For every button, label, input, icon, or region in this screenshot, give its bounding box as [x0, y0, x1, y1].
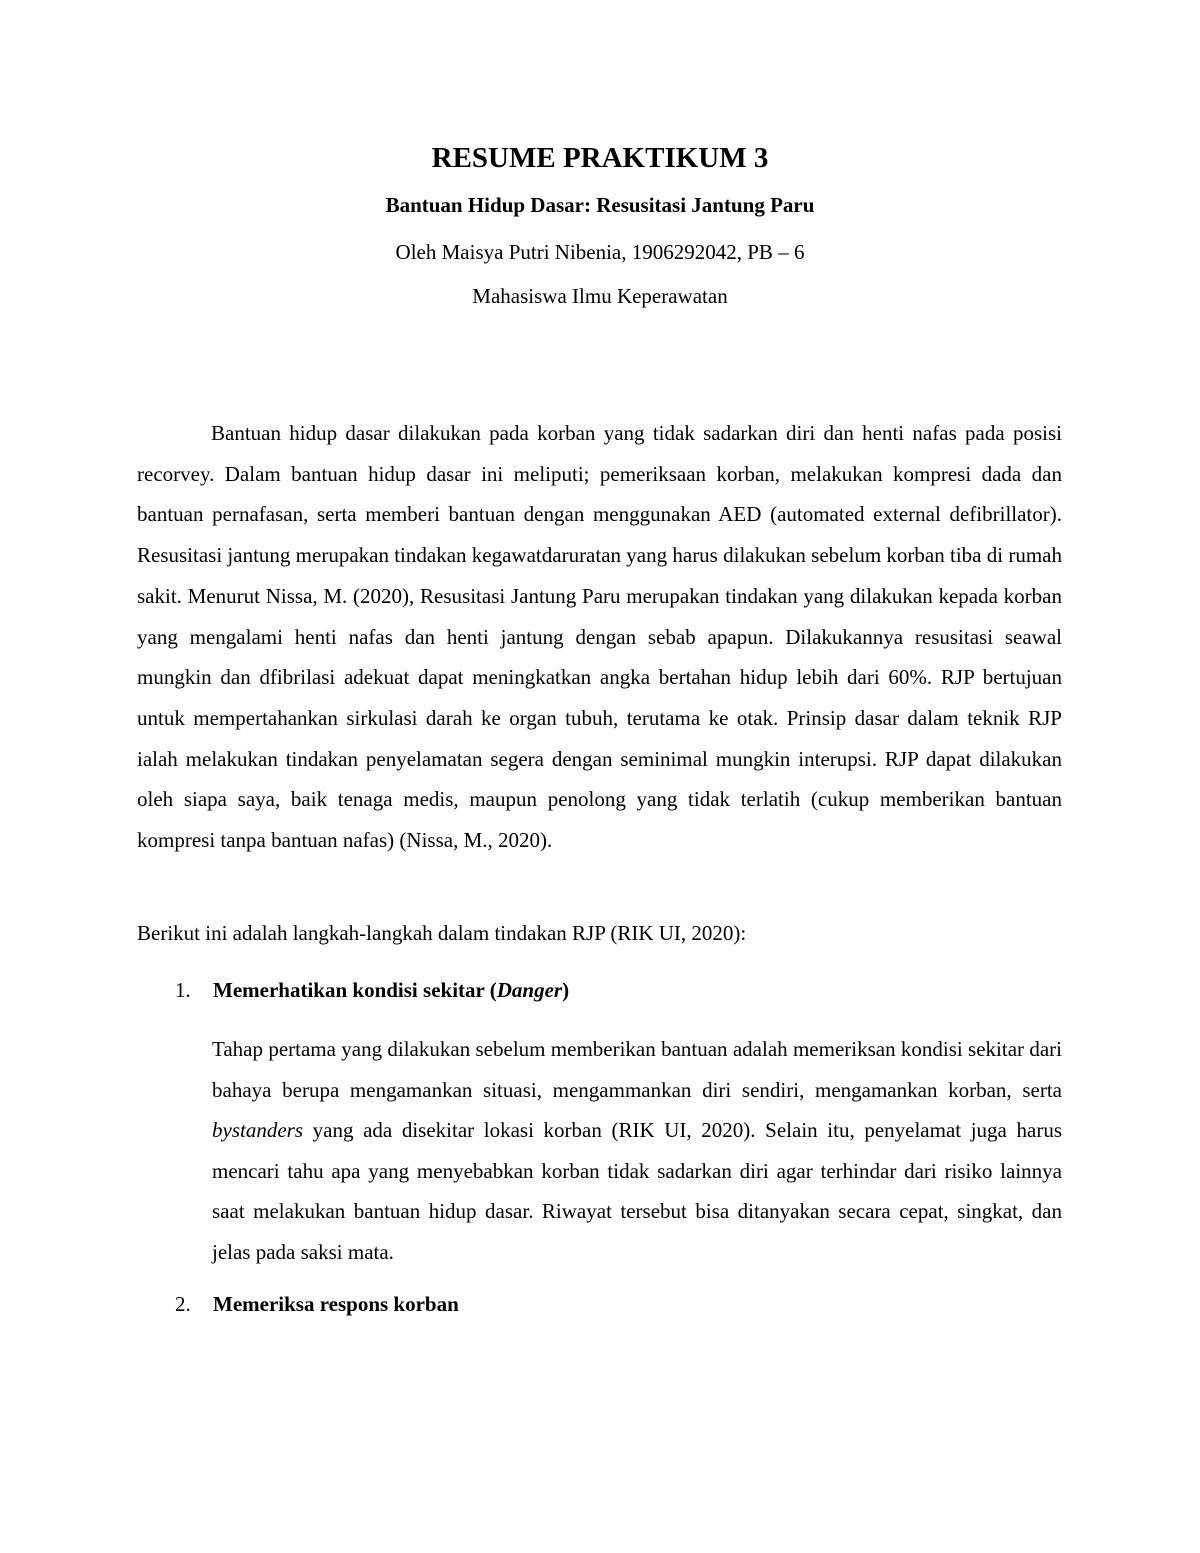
step-2-number: 2.	[175, 1292, 191, 1316]
step-1-body-part1: Tahap pertama yang dilakukan sebelum memberikan bantuan adalah memeriksan kondisi sekitar dari bahaya berupa mengamankan situasi, mengammankan diri sendiri, mengamankan korban, serta	[212, 1037, 1062, 1102]
step-2-heading	[175, 1288, 1062, 1320]
step-1-heading-end: )	[562, 978, 570, 1002]
step-1-heading-italic: Danger	[496, 978, 563, 1002]
step-1-body	[212, 1029, 1062, 1272]
step-1-body-italic: bystanders	[212, 1118, 303, 1142]
author-line: Oleh Maisya Putri Nibenia, 1906292042, PB – 6	[395, 240, 805, 264]
step-1-body-part2: yang ada disekitar lokasi korban (RIK UI, 2020). Selain itu, penyelamat juga harus mencari tahu apa yang menyebabkan korban tidak sadarkan diri agar terhindar dari risiko lainnya saat melakukan bantuan hidup dasar. Riwayat tersebut bisa ditanyakan secara cepat, singkat, dan jelas pada saksi mata.	[212, 1118, 1062, 1264]
affiliation-line: Mahasiswa Ilmu Keperawatan	[472, 284, 728, 308]
steps-intro: Berikut ini adalah langkah-langkah dalam tindakan RJP (RIK UI, 2020):	[137, 921, 747, 945]
step-1-heading	[175, 974, 1062, 1006]
step-1-number: 1.	[175, 978, 191, 1002]
step-1-heading-text: Memerhatikan kondisi sekitar (	[213, 978, 497, 1002]
document-title: RESUME PRAKTIKUM 3	[431, 142, 769, 174]
step-2-heading-text: Memeriksa respons korban	[213, 1292, 459, 1316]
body-paragraph: Bantuan hidup dasar dilakukan pada korban yang tidak sadarkan diri dan henti nafas pada posisi recorvey. Dalam bantuan hidup dasar ini meliputi; pemeriksaan korban, melakukan kompresi dada dan bantuan pernafasan, serta memberi bantuan dengan menggunakan AED (automated external defibrillator). Resusitasi jantung merupakan tindakan kegawatdaruratan yang harus dilakukan sebelum korban tiba di rumah sakit. Menurut Nissa, M. (2020), Resusitasi Jantung Paru merupakan tindakan yang dilakukan kepada korban yang mengalami henti nafas dan henti jantung dengan sebab apapun. Dilakukannya resusitasi seawal mungkin dan dfibrilasi adekuat dapat meningkatkan angka bertahan hidup lebih dari 60%. RJP bertujuan untuk mempertahankan sirkulasi darah ke organ tubuh, terutama ke otak. Prinsip dasar dalam teknik RJP ialah melakukan tindakan penyelamatan segera dengan seminimal mungkin interupsi. RJP dapat dilakukan oleh siapa saya, baik tenaga medis, maupun penolong yang tidak terlatih (cukup memberikan bantuan kompresi tanpa bantuan nafas) (Nissa, M., 2020).	[137, 421, 1062, 853]
document-subtitle: Bantuan Hidup Dasar: Resusitasi Jantung Paru	[385, 193, 815, 217]
